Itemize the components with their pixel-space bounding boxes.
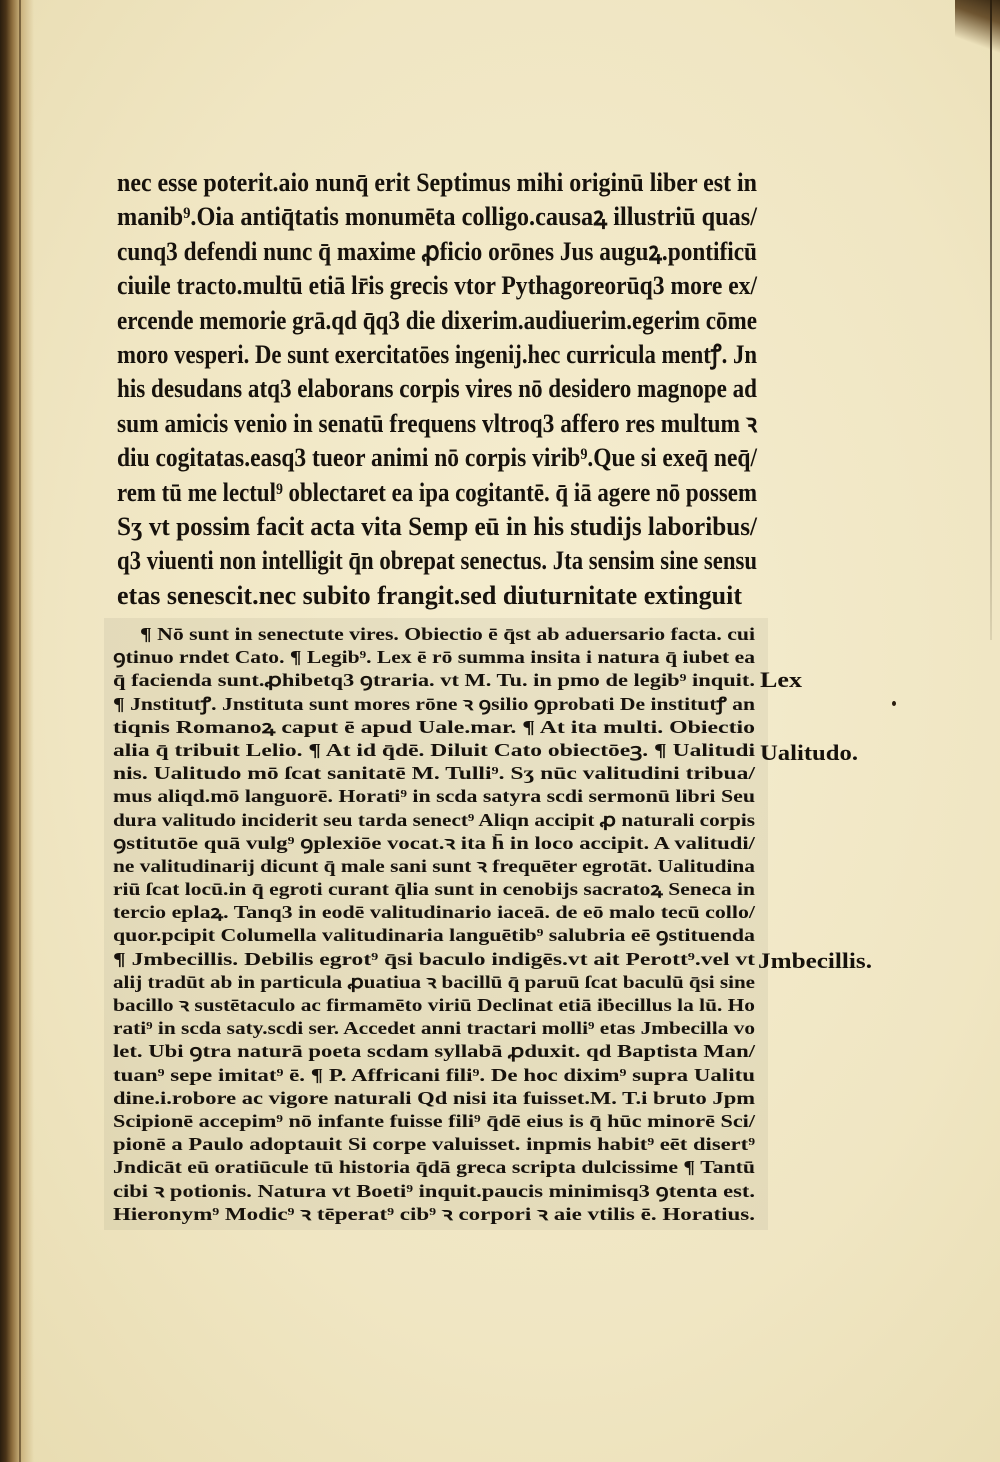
commentary-line: [113, 855, 755, 878]
margin-note-ualitudo: [760, 741, 858, 765]
main-text-line-text: his desudans atq3 elaborans corpis vires nō desidero magnope ad: [117, 374, 757, 404]
main-text-line-text: sum amicis venio in senatū frequens vltroq3 affero res multum ꝛ: [117, 408, 757, 438]
page-edge-line: [990, 0, 992, 640]
commentary-line-text: ꝯstitutōe quā vulg⁹ ꝯplexiōe vocat.ꝛ ita h̄ in loco accipit. A valitudi/: [113, 832, 755, 853]
commentary-line: [113, 924, 755, 947]
commentary-line: [113, 948, 755, 971]
commentary-line: [113, 1087, 755, 1110]
commentary-line-text: dura valitudo inciderit seu tarda senect⁹ Aliqn accipit ꝓ naturali corpis: [113, 809, 755, 830]
commentary-line: [113, 1110, 755, 1133]
commentary-line: [113, 1203, 755, 1226]
commentary-line-text: cibi ꝛ potionis. Natura vt Boeti⁹ inquit.paucis minimisq3 ꝯtenta est.: [113, 1180, 755, 1201]
commentary-line: [113, 785, 755, 808]
commentary-line-text: nis. Ualitudo mō ſcat sanitatē M. Tulli⁹. Sʒ nūc valitudini tribua/: [113, 763, 755, 784]
main-text-line-text: ciuile tracto.multū etiā lr̄is grecis vtor Pythagoreorūq3 more ex/: [117, 271, 757, 301]
commentary-line: [113, 971, 755, 994]
main-text-line: [117, 304, 757, 338]
margin-note-imbecillis: [758, 949, 872, 973]
main-text-line: [117, 338, 757, 372]
main-text-line-text: cunq3 defendi nunc q̄ maxime ꝓficio orōnes Jus auguꝝ.pontificū: [117, 236, 757, 266]
main-text-line: [117, 235, 757, 269]
commentary-line-text: ¶ Jnstitutꝭ. Jnstituta sunt mores rōne ꝛ ꝯsilio ꝯprobati De institutꝭ an: [113, 693, 755, 714]
commentary-line-text: riū ſcat locū.in q̄ egroti curant q̄lia sunt in cenobijs sacratoꝝ Seneca in: [113, 879, 755, 900]
commentary-line: [113, 669, 755, 692]
commentary-line-text: bacillo ꝛ sustētaculo ac firmamēto viriū Declinat etiā iḃecillus la lū. Ho: [113, 995, 755, 1015]
commentary-line-text: dine.i.robore ac vigore naturali Qd nisi ita fuisset.M. T.i bruto Jpm: [113, 1087, 755, 1108]
commentary-line: [113, 1156, 755, 1179]
page-corner-fold: [955, 0, 1000, 60]
main-text-line: [117, 200, 757, 234]
commentary-line-text: rati⁹ in scda saty.scdi ser. Accedet anni tractari molli⁹ etas Jmbecilla vo: [113, 1018, 755, 1039]
commentary-line-text: mus aliqd.mō languorē. Horati⁹ in scda satyra scdi sermonū libri Seu: [113, 786, 755, 807]
commentary-line-text: Jndicāt eū oratiūcule tū historia q̄dā greca scripta dulcissime ¶ Tantū: [113, 1157, 755, 1178]
commentary-line: [113, 994, 755, 1017]
book-spine-shadow: [0, 0, 34, 1462]
commentary-line: [113, 716, 755, 739]
margin-note-text: Jmbecillis.: [758, 948, 872, 973]
commentary-line-text: let. Ubi ꝯtra naturā poeta scdam syllabā ꝓduxit. qd Baptista Man/: [113, 1041, 755, 1062]
main-text-line-text: ercende memorie grā.qd q̄q3 die dixerim.audiuerim.egerim cōme: [117, 305, 757, 335]
commentary-line-text: ¶ Jmbecillis. Debilis egrot⁹ q̄si baculo indigēs.vt ait Perott⁹.vel vt: [113, 948, 755, 969]
commentary-line: [113, 1180, 755, 1203]
main-text-line: [117, 372, 757, 406]
commentary-line: [113, 901, 755, 924]
commentary-line-text: tuan⁹ sepe imitat⁹ ē. ¶ P. Affricani fili⁹. De hoc dixim⁹ supra Ualitu: [113, 1064, 755, 1085]
margin-note-text: Lex: [760, 667, 802, 692]
main-text-line: [117, 407, 757, 441]
main-text-line: [117, 544, 757, 578]
main-text-line-text: nec esse poterit.aio nunq̄ erit Septimus mihi originū liber est in: [117, 168, 757, 197]
main-text-line: [117, 269, 757, 303]
commentary-line: [113, 809, 755, 832]
main-text-line-text: moro vesperi. De sunt exercitatōes ingenij.hec curricula mentꝭ. Jn: [117, 339, 757, 369]
commentary-line-text: tercio eplaꝝ. Tanq3 in eodē valitudinario iaceā. de eō malo tecū collo/: [113, 902, 755, 923]
main-text-line-text: q3 viuenti non intelligit q̄n obrepat senectus. Jta sensim sine sensu: [117, 546, 757, 576]
commentary-line: [113, 1133, 755, 1156]
commentary-block: [113, 623, 755, 1226]
main-text-line-text: diu cogitatas.easq3 tueor animi nō corpis virib⁹.Que si exeq̄ neq̄/: [117, 443, 757, 473]
commentary-line-text: Scipionē accepim⁹ nō infante fuisse fili⁹ q̄dē eius is q̄ hūc minorē Sci/: [113, 1110, 755, 1131]
commentary-line: [113, 1064, 755, 1087]
commentary-line: [113, 693, 755, 716]
main-text-line-text: Sʒ vt possim facit acta vita Semp eū in his studijs laboribus/: [117, 511, 757, 541]
main-text-line: [117, 166, 757, 200]
commentary-line: [113, 1040, 755, 1063]
commentary-line: [140, 623, 755, 646]
commentary-line-text: alij tradūt ab in particula ꝓuatiua ꝛ bacillū q̄ paruū ſcat baculū q̄si sine: [113, 971, 755, 992]
commentary-line-text: Hieronym⁹ Modic⁹ ꝛ tēperat⁹ cib⁹ ꝛ corpori ꝛ aie vtilis ē. Horatius.: [113, 1203, 755, 1224]
commentary-line: [113, 1017, 755, 1040]
commentary-line-text: ꝯtinuo rndet Cato. ¶ Legib⁹. Lex ē rō summa insita i natura q̄ iubet ea: [113, 647, 755, 668]
main-text-line-text: rem tū me lectul⁹ oblectaret ea ipa cogitantē. q̄ iā agere nō possem: [117, 477, 757, 507]
main-text-line: [117, 476, 757, 510]
commentary-line: [113, 832, 755, 855]
margin-note-text: Ualitudo.: [760, 740, 858, 765]
main-text-line: [117, 510, 757, 544]
commentary-line-text: tiqnis Romanoꝝ caput ē apud Uale.mar. ¶ At ita multi. Obiectio: [113, 716, 755, 737]
commentary-line-text: alia q̄ tribuit Lelio. ¶ At id q̄dē. Diluit Cato obiectōeꝫ. ¶ Ualitudi: [113, 739, 755, 760]
commentary-line-text: pionē a Paulo adoptauit Si corpe valuisset. inpmis habit⁹ eēt disert⁹: [113, 1134, 755, 1155]
commentary-line: [113, 646, 755, 669]
commentary-line-text: ¶ Nō sunt in senectute vires. Obiectio ē q̄st ab aduersario facta. cui: [140, 624, 755, 644]
main-text-line: [117, 579, 742, 613]
main-text-block: [117, 166, 757, 613]
ink-speck: [892, 701, 896, 706]
commentary-line: [113, 878, 755, 901]
main-text-line-text: manib⁹.Oia antiq̄tatis monumēta colligo.causaꝝ illustriū quas/: [117, 202, 757, 232]
main-text-line: [117, 441, 757, 475]
commentary-line-text: quor.pcipit Columella valitudinaria languētib⁹ salubria eē ꝯstituenda: [113, 925, 755, 946]
gutter-line: [19, 0, 21, 1462]
commentary-line-text: ne valitudinarij dicunt q̄ male sani sunt ꝛ frequēter egrotāt. Ualitudina: [113, 855, 755, 876]
commentary-line: [113, 762, 755, 785]
margin-note-lex: [760, 668, 802, 692]
commentary-line: [113, 739, 755, 762]
commentary-line-text: q̄ facienda sunt.ꝓhibetq3 ꝯtraria. vt M. Tu. in pmo de legib⁹ inquit.: [113, 670, 755, 691]
main-text-line-text: etas senescit.nec subito frangit.sed diuturnitate extinguit: [117, 580, 742, 610]
